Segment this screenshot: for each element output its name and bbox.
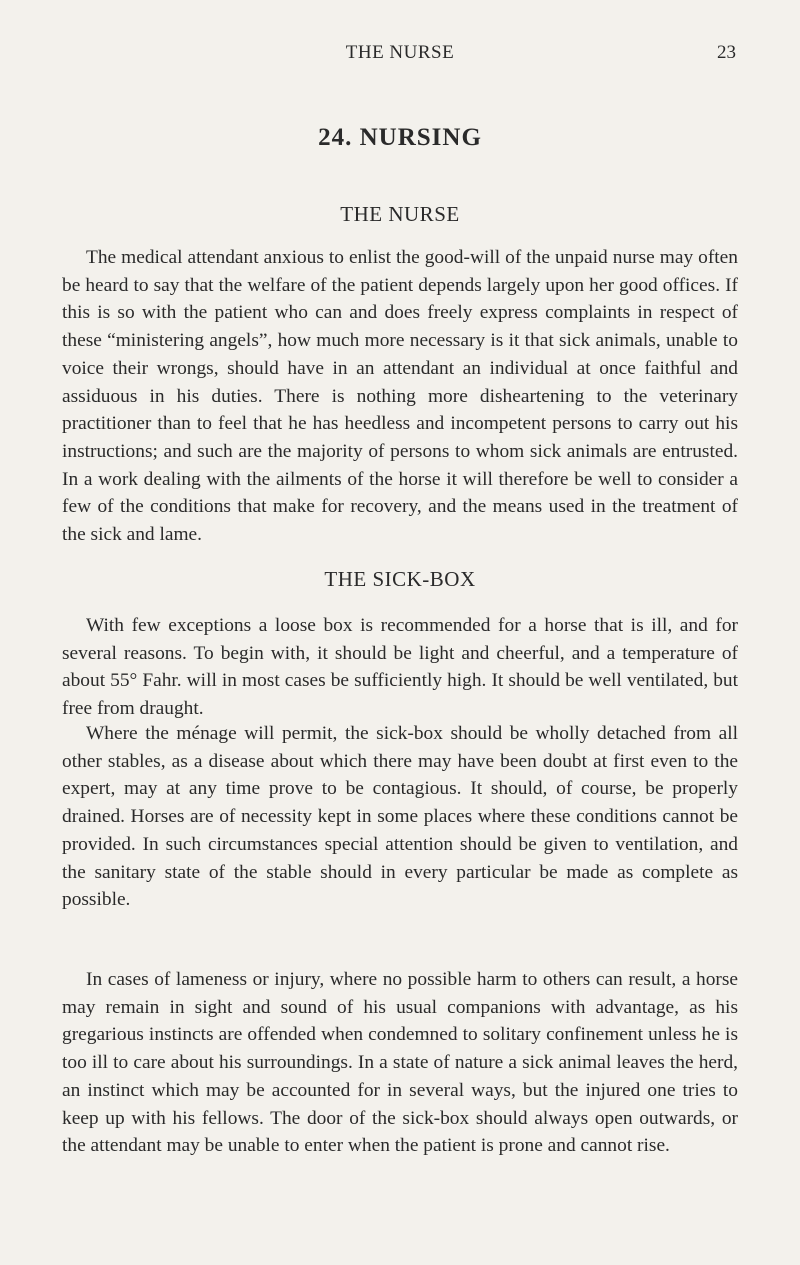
paragraph: The medical attendant anxious to enlist the good-will of the unpaid nurse may often be heard to say that the welfare of the patient depends largely upon her good offices. If this is so with the patient who can and does freely express complaints in respect of these “ministering angels”, how much more necessary is it that sick animals, unable to voice their wrongs, should have in an attendant an individual at once faithful and assiduous in his duties. There is nothing more disheartening to the veterinary practitioner than to feel that he has heedless and incompetent persons to carry out his instructions; and such are the majority of persons to whom sick animals are entrusted. In a work dealing with the ailments of the horse it will therefore be well to consider a few of the conditions that make for recovery, and the means used in the treatment of the sick and lame. xyxy=(62,247,738,546)
paragraph: Where the ménage will permit, the sick-box should be wholly detached from all other stables, as a disease about which there may have been doubt at first even to the expert, may at any time prove to be contagious. It should, of course, be properly drained. Horses are of necessity kept in some places where these conditions cannot be provided. In such circumstances special attention should be given to ventilation, and the sanitary state of the stable should in every particular be made as complete as possible. xyxy=(62,723,738,911)
page-number: 23 xyxy=(717,42,736,63)
section-heading-the-nurse: THE NURSE xyxy=(340,202,460,226)
paragraph: In cases of lameness or injury, where no possible harm to others can result, a horse may remain in sight and sound of his usual companions with advantage, as his gregarious instincts are offended when condemned to solitary confinement unless he is too ill to care about his surroundings. In a state of nature a sick animal leaves the herd, an instinct which may be accounted for in several ways, but the injured one tries to keep up with his fellows. The door of the sick-box should always open outwards, or the attendant may be unable to enter when the patient is prone and cannot rise. xyxy=(62,969,738,1157)
chapter-title: 24. NURSING xyxy=(318,124,482,151)
paragraph: With few exceptions a loose box is recommended for a horse that is ill, and for several reasons. To begin with, it should be light and cheerful, and a temperature of about 55° Fahr. will in most cases be sufficiently high. It should be well ventilated, but free from draught. xyxy=(62,615,738,720)
running-head xyxy=(64,42,736,70)
section-heading-sick-box: THE SICK-BOX xyxy=(324,567,476,591)
running-title: THE NURSE xyxy=(345,42,455,63)
